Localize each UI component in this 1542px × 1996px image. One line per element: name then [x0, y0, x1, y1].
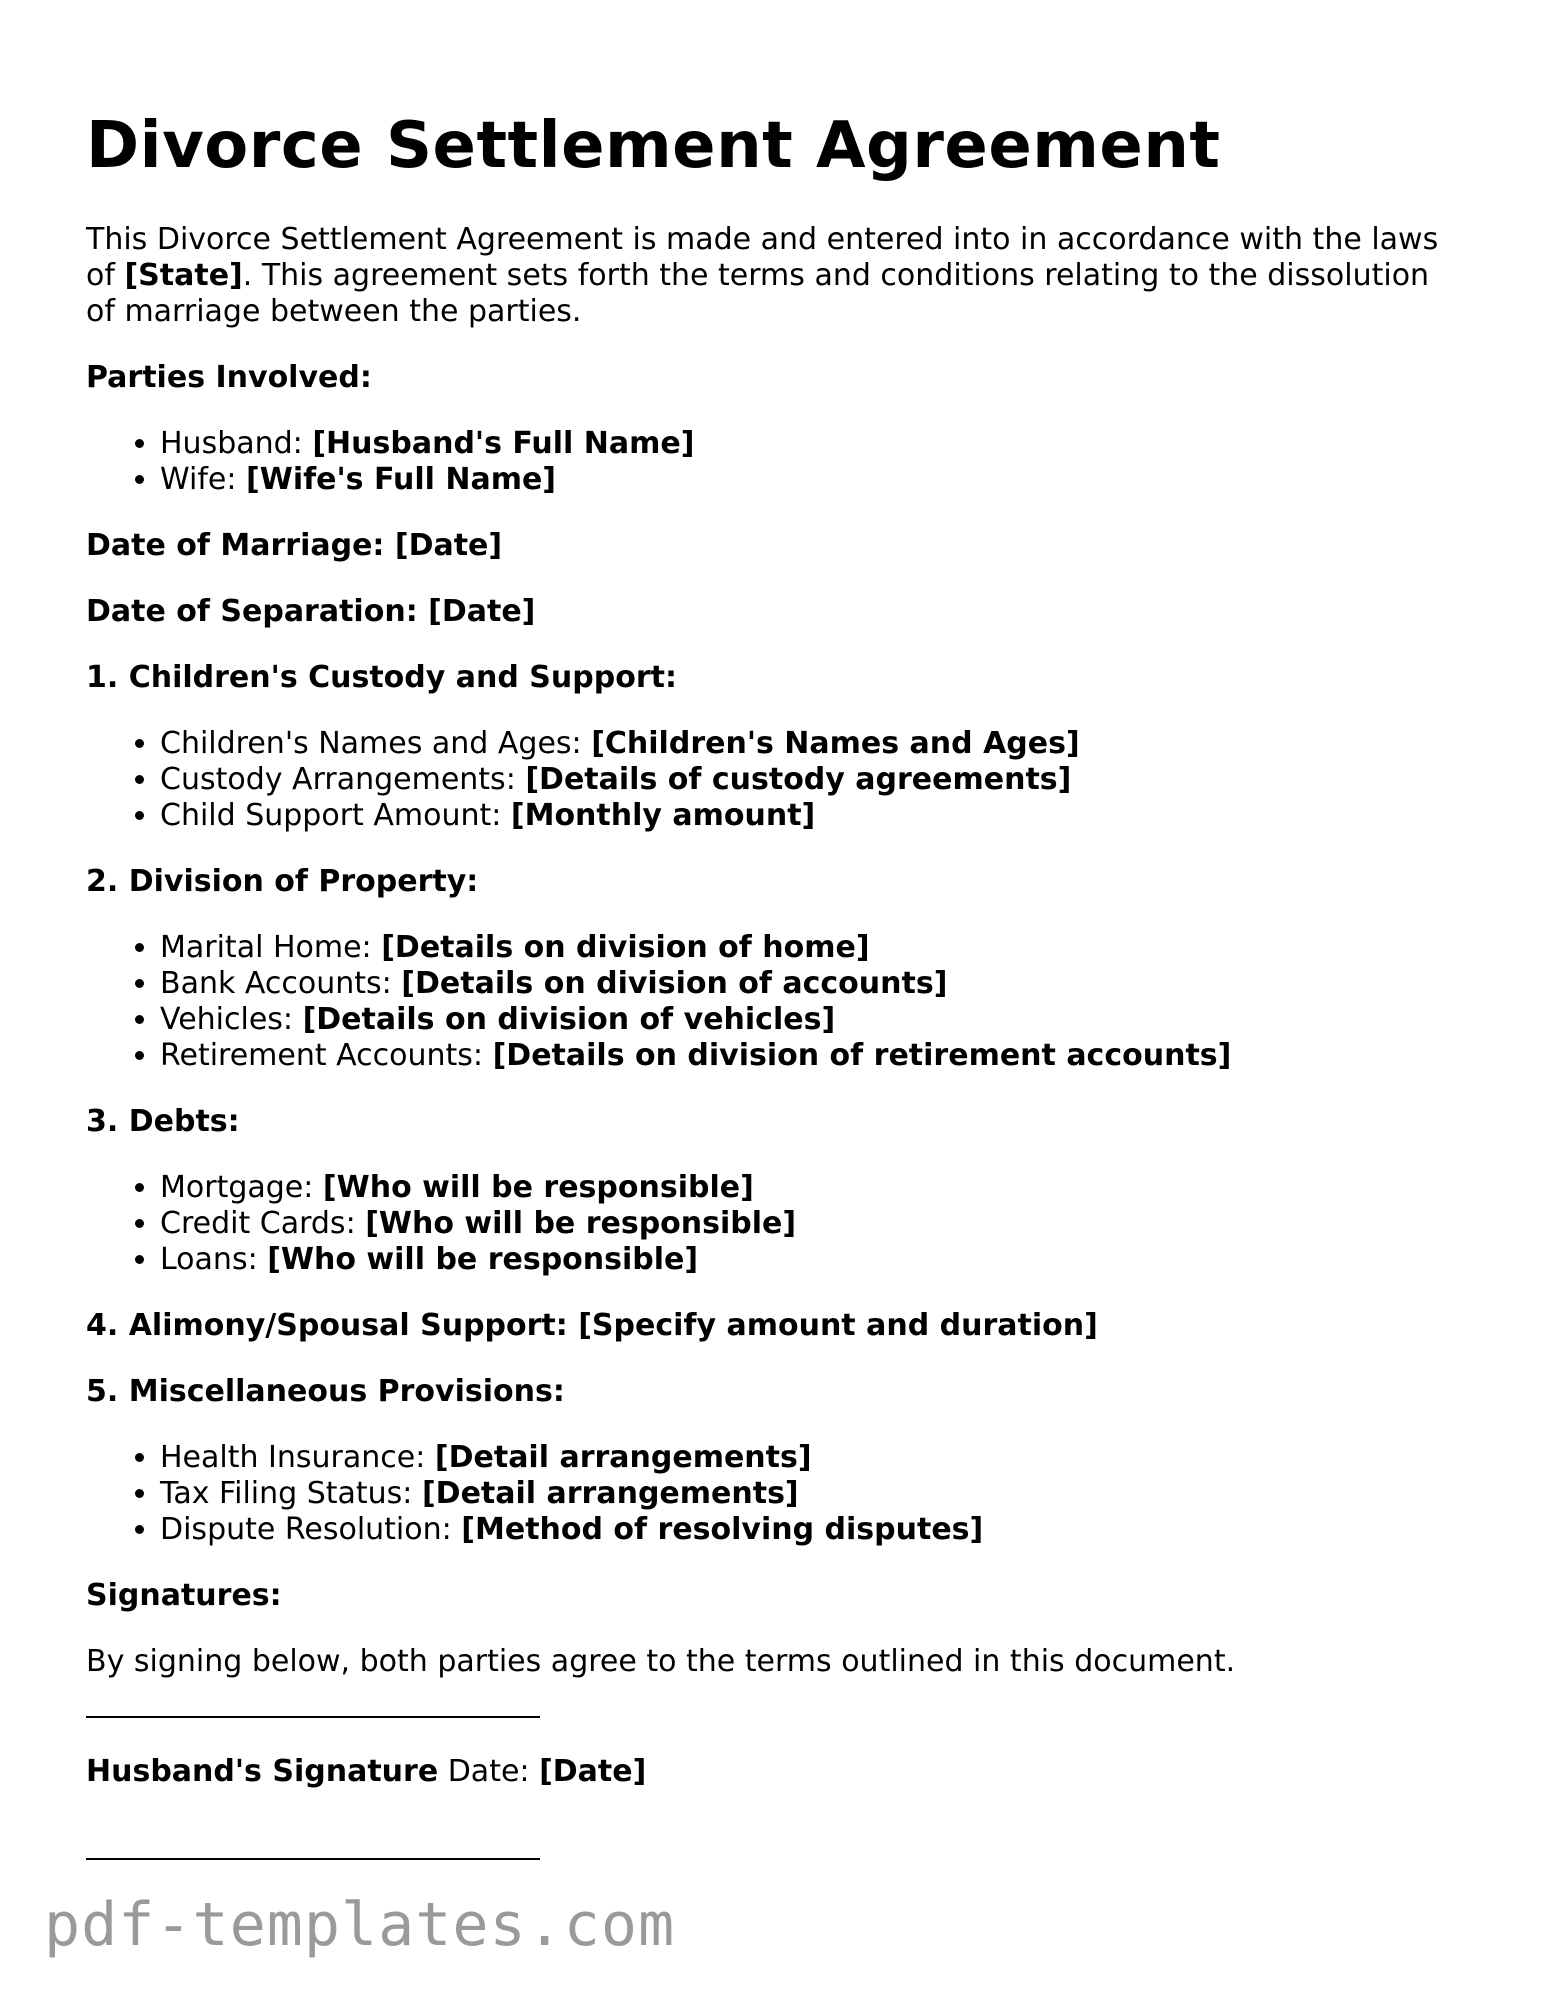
- list-item: [160, 1242, 1466, 1278]
- debts-list: [86, 1170, 1466, 1278]
- item-value: [Details on division of retirement accounts]: [492, 1038, 1232, 1073]
- custody-list: [86, 726, 1466, 834]
- parties-list: [86, 426, 1466, 498]
- document-title: Divorce Settlement Agreement: [86, 109, 1221, 183]
- intro-text-after: . This agreement sets forth the terms and conditions relating to the dissolution of marriage between the parties.: [86, 258, 1430, 329]
- watermark: pdf-templates.com: [44, 1890, 676, 1960]
- list-item: [160, 930, 1466, 966]
- item-label: Mortgage:: [160, 1170, 323, 1205]
- section-heading-custody: 1. Children's Custody and Support:: [86, 660, 677, 695]
- husband-signature-label: Husband's Signature: [86, 1754, 439, 1789]
- item-label: Marital Home:: [160, 930, 382, 965]
- item-value: [Children's Names and Ages]: [591, 726, 1080, 761]
- property-list: [86, 930, 1466, 1074]
- list-item: [160, 426, 1466, 462]
- intro-text-before: This Divorce Settlement Agreement is made and entered into in accordance with the laws of: [86, 222, 1439, 293]
- item-value: [Who will be responsible]: [267, 1242, 699, 1277]
- item-label: Wife:: [160, 462, 247, 497]
- state-placeholder: [State]: [124, 258, 243, 293]
- section-heading-property: 2. Division of Property:: [86, 864, 479, 899]
- section-heading-debts: 3. Debts:: [86, 1104, 240, 1139]
- item-label: Child Support Amount:: [160, 798, 511, 833]
- list-item: [160, 1170, 1466, 1206]
- item-label: Husband:: [160, 426, 313, 461]
- signatures-statement: By signing below, both parties agree to the terms outlined in this document.: [86, 1644, 1236, 1679]
- item-value: [Husband's Full Name]: [312, 426, 695, 461]
- item-label: Vehicles:: [160, 1002, 303, 1037]
- date-value: [Date]: [539, 1754, 647, 1789]
- item-value: [Details on division of home]: [381, 930, 870, 965]
- item-label: Health Insurance:: [160, 1440, 435, 1475]
- wife-signature-line[interactable]: [86, 1856, 540, 1860]
- item-label: Custody Arrangements:: [160, 762, 526, 797]
- signatures-heading: Signatures:: [86, 1578, 282, 1613]
- list-item: [160, 1206, 1466, 1242]
- husband-signature-line[interactable]: [86, 1714, 540, 1718]
- item-label: Loans:: [160, 1242, 268, 1277]
- item-value: [Detail arrangements]: [434, 1440, 812, 1475]
- item-value: [Who will be responsible]: [365, 1206, 797, 1241]
- item-value: [Details on division of vehicles]: [302, 1002, 836, 1037]
- husband-signature-row: [86, 1754, 1466, 1790]
- section-heading-misc: 5. Miscellaneous Provisions:: [86, 1374, 565, 1409]
- list-item: [160, 1440, 1466, 1476]
- list-item: [160, 966, 1466, 1002]
- item-value: [Details of custody agreements]: [525, 762, 1072, 797]
- item-value: [Who will be responsible]: [322, 1170, 754, 1205]
- item-value: [Detail arrangements]: [421, 1476, 799, 1511]
- list-item: [160, 798, 1466, 834]
- misc-list: [86, 1440, 1466, 1548]
- list-item: [160, 1038, 1466, 1074]
- list-item: [160, 1512, 1466, 1548]
- document-page: [86, 108, 1466, 1860]
- item-value: [Wife's Full Name]: [246, 462, 557, 497]
- item-label: Children's Names and Ages:: [160, 726, 592, 761]
- item-value: [Method of resolving disputes]: [461, 1512, 984, 1547]
- list-item: [160, 462, 1466, 498]
- list-item: [160, 762, 1466, 798]
- item-label: Retirement Accounts:: [160, 1038, 493, 1073]
- section-heading-alimony: 4. Alimony/Spousal Support: [Specify amount and duration]: [86, 1308, 1098, 1343]
- list-item: [160, 1476, 1466, 1512]
- date-label: Date:: [438, 1754, 540, 1789]
- date-of-separation: Date of Separation: [Date]: [86, 594, 536, 629]
- item-label: Dispute Resolution:: [160, 1512, 462, 1547]
- list-item: [160, 726, 1466, 762]
- list-item: [160, 1002, 1466, 1038]
- item-label: Bank Accounts:: [160, 966, 402, 1001]
- item-label: Credit Cards:: [160, 1206, 366, 1241]
- item-value: [Monthly amount]: [510, 798, 816, 833]
- item-label: Tax Filing Status:: [160, 1476, 422, 1511]
- date-of-marriage: Date of Marriage: [Date]: [86, 528, 503, 563]
- intro-paragraph: [86, 222, 1466, 330]
- item-value: [Details on division of accounts]: [401, 966, 948, 1001]
- parties-heading: Parties Involved:: [86, 360, 372, 395]
